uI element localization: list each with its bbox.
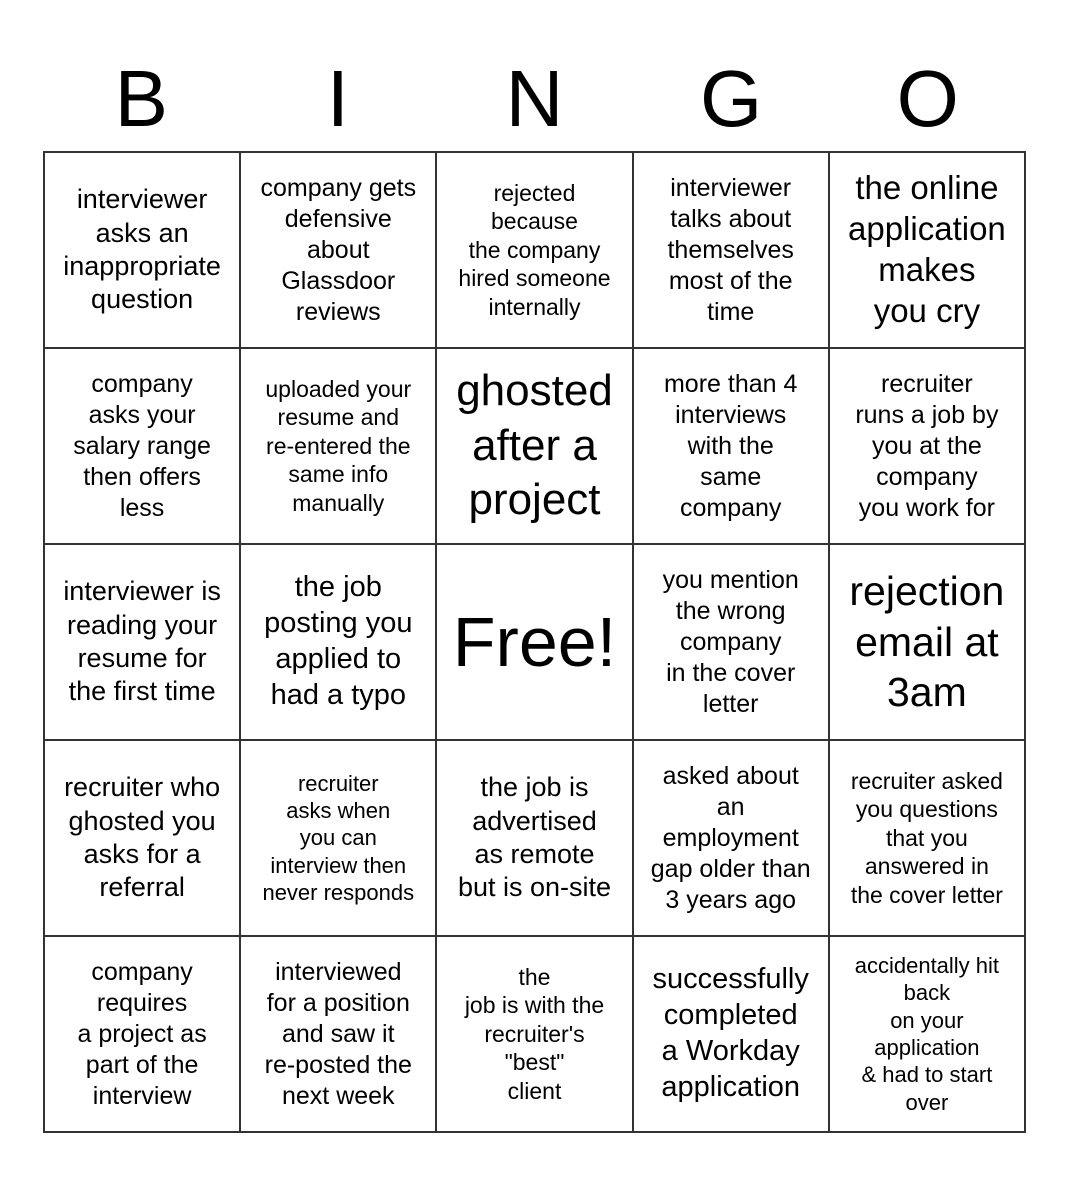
cell-text: interviewer talks about themselves most of the time — [667, 173, 794, 326]
cell-text: company requires a project as part of the interview — [77, 957, 207, 1110]
title-letter-i: I — [326, 54, 349, 143]
bingo-cell-r5c5[interactable] — [830, 937, 1026, 1133]
bingo-cell-r2c2[interactable] — [241, 349, 437, 545]
cell-text: rejection email at 3am — [849, 567, 1005, 716]
cell-text: interviewed for a position and saw it re-posted the next week — [264, 957, 412, 1110]
bingo-cell-r4c2[interactable] — [241, 741, 437, 937]
cell-text: successfully completed a Workday application — [652, 963, 809, 1103]
cell-text: the online application makes you cry — [848, 169, 1006, 329]
bingo-cell-r5c1[interactable] — [45, 937, 241, 1133]
bingo-cell-r3c2[interactable] — [241, 545, 437, 741]
title-letter-o: O — [896, 54, 959, 143]
bingo-cell-r1c3[interactable] — [437, 153, 633, 349]
bingo-cell-free[interactable] — [437, 545, 633, 741]
bingo-cell-r2c3[interactable] — [437, 349, 633, 545]
cell-text: ghosted after a project — [456, 366, 613, 525]
bingo-board — [43, 151, 1026, 1133]
bingo-cell-r3c1[interactable] — [45, 545, 241, 741]
title-letter-g: G — [699, 54, 763, 143]
cell-text: uploaded your resume and re-entered the same info manually — [265, 375, 412, 516]
bingo-cell-r5c2[interactable] — [241, 937, 437, 1133]
cell-text: rejected because the company hired someone internally — [458, 179, 611, 320]
cell-text: more than 4 interviews with the same company — [663, 369, 798, 522]
bingo-cell-r2c4[interactable] — [634, 349, 830, 545]
bingo-cell-r5c3[interactable] — [437, 937, 633, 1133]
bingo-cell-r1c4[interactable] — [634, 153, 830, 349]
cell-text: the job is with the recruiter's "best" client — [464, 963, 605, 1104]
bingo-title — [43, 55, 1026, 143]
bingo-cell-r2c1[interactable] — [45, 349, 241, 545]
bingo-cell-r1c2[interactable] — [241, 153, 437, 349]
cell-text: recruiter asked you questions that you answered in the cover letter — [850, 767, 1003, 908]
cell-text: Free! — [452, 602, 617, 681]
bingo-cell-r4c3[interactable] — [437, 741, 633, 937]
cell-text: you mention the wrong company in the cover letter — [662, 565, 799, 718]
cell-text: asked about an employment gap older than 3 years ago — [650, 761, 811, 914]
bingo-cell-r2c5[interactable] — [830, 349, 1026, 545]
bingo-cell-r3c4[interactable] — [634, 545, 830, 741]
cell-text: interviewer is reading your resume for the first time — [63, 576, 221, 707]
bingo-cell-r1c1[interactable] — [45, 153, 241, 349]
cell-text: recruiter runs a job by you at the company you work for — [855, 369, 999, 522]
cell-text: the job posting you applied to had a typo — [264, 571, 413, 711]
bingo-cell-r4c1[interactable] — [45, 741, 241, 937]
title-letter-n: N — [505, 54, 564, 143]
cell-text: recruiter who ghosted you asks for a referral — [64, 772, 221, 903]
title-letter-b: B — [114, 54, 168, 143]
bingo-cell-r1c5[interactable] — [830, 153, 1026, 349]
cell-text: the job is advertised as remote but is on-site — [457, 772, 612, 903]
bingo-cell-r4c4[interactable] — [634, 741, 830, 937]
cell-text: accidentally hit back on your application & had to start over — [854, 953, 1000, 1115]
bingo-cell-r5c4[interactable] — [634, 937, 830, 1133]
bingo-cell-r4c5[interactable] — [830, 741, 1026, 937]
cell-text: interviewer asks an inappropriate question — [63, 184, 221, 315]
bingo-cell-r3c5[interactable] — [830, 545, 1026, 741]
cell-text: company asks your salary range then offers less — [73, 369, 211, 522]
cell-text: recruiter asks when you can interview then never responds — [262, 770, 415, 905]
cell-text: company gets defensive about Glassdoor reviews — [260, 173, 417, 326]
